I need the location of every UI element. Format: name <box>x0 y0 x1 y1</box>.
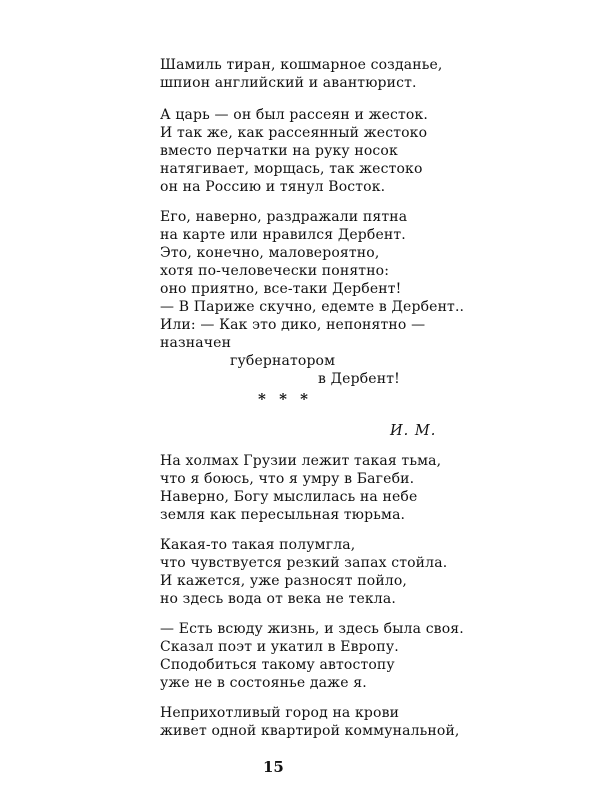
poem-two-line: земля как пересыльная тюрьма. <box>160 507 406 523</box>
poem-one-stepped-line: в Дербент! <box>318 371 400 387</box>
poem-two-line: — Есть всюду жизнь, и здесь была своя. <box>160 621 464 637</box>
poem-two-line: Наверно, Богу мыслилась на небе <box>160 489 418 505</box>
poem-one-line: на карте или нравился Дербент. <box>160 227 406 243</box>
poem-one-line: шпион английский и авантюрист. <box>160 75 417 91</box>
section-separator: * * * <box>258 390 312 408</box>
poem-one-line: Это, конечно, маловероятно, <box>160 245 380 261</box>
poem-one-line: Шамиль тиран, кошмарное созданье, <box>160 57 443 73</box>
poem-two-line: уже не в состоянье даже я. <box>160 675 367 691</box>
poem-one-line: оно приятно, все-таки Дербент! <box>160 281 402 297</box>
poem-two-line: но здесь вода от века не текла. <box>160 591 396 607</box>
poem-two-line: Какая-то такая полумгла, <box>160 537 356 553</box>
poem-one-line: хотя по-человечески понятно: <box>160 263 390 279</box>
poem-two-line: живет одной квартирой коммунальной, <box>160 723 460 739</box>
poem-one-line: назначен <box>160 335 232 351</box>
poem-one-line: Его, наверно, раздражали пятна <box>160 209 408 225</box>
poem-two-line: На холмах Грузии лежит такая тьма, <box>160 453 442 469</box>
page-number: 15 <box>263 758 284 776</box>
poem-dedication: И. М. <box>390 423 437 439</box>
poem-two-line: что я боюсь, что я умру в Багеби. <box>160 471 415 487</box>
poem-one-stepped-line: губернатором <box>230 353 336 369</box>
poem-one-line: А царь — он был рассеян и жесток. <box>160 107 429 123</box>
poem-one-line: — В Париже скучно, едемте в Дербент.. <box>160 299 465 315</box>
poem-two-line: Неприхотливый город на крови <box>160 705 400 721</box>
poem-one-line: И так же, как рассеянный жестоко <box>160 125 428 141</box>
poem-two-line: что чувствуется резкий запах стойла. <box>160 555 448 571</box>
poem-two-line: Сподобиться такому автостопу <box>160 657 395 673</box>
poem-one-line: натягивает, морщась, так жестоко <box>160 161 423 177</box>
poem-one-line: вместо перчатки на руку носок <box>160 143 398 159</box>
poem-one-line: он на Россию и тянул Восток. <box>160 179 386 195</box>
poem-one-line: Или: — Как это дико, непонятно — <box>160 317 426 333</box>
poem-two-line: Сказал поэт и укатил в Европу. <box>160 639 399 655</box>
poem-two-line: И кажется, уже разносят пойло, <box>160 573 408 589</box>
